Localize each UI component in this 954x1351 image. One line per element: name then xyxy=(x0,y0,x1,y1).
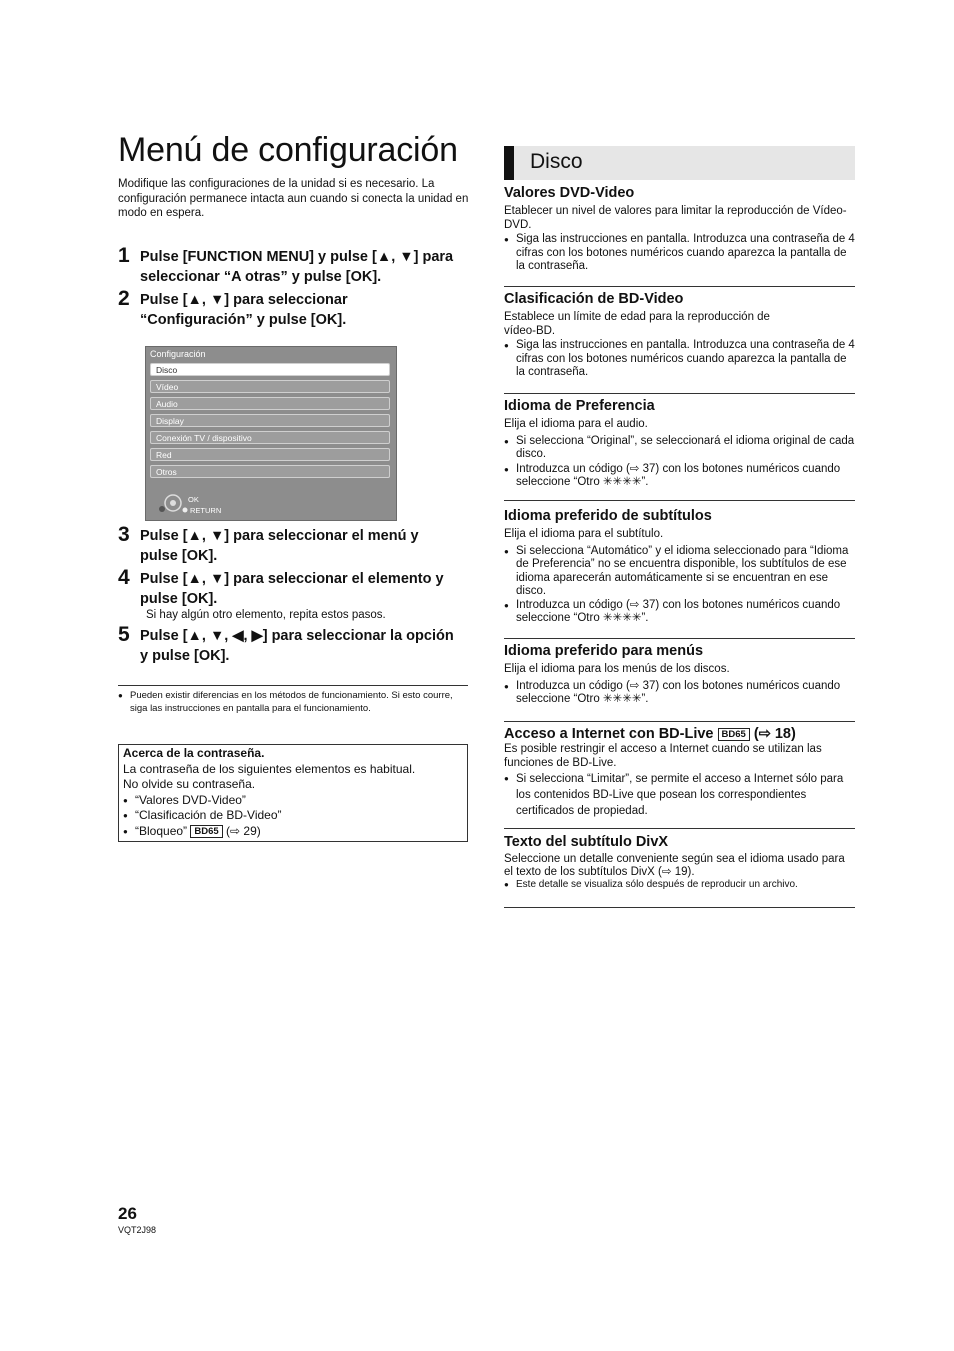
note xyxy=(118,690,463,715)
bullet: ● Introduzca un código (⇨ 37) con los botones numéricos cuando seleccione “Otro ✳✳✳✳”. xyxy=(504,463,855,490)
doc-code: VQT2J98 xyxy=(118,1225,157,1235)
step-subtext: Si hay algún otro elemento, repita estos pasos. xyxy=(146,609,386,621)
menu-title: Configuración xyxy=(150,349,206,359)
menu-item-red: Red xyxy=(150,448,390,461)
password-info-box xyxy=(118,744,468,842)
bd65-badge: BD65 xyxy=(190,825,222,838)
bd65-badge: BD65 xyxy=(718,728,750,741)
page-number: 26 xyxy=(118,1204,137,1223)
section-heading-row xyxy=(504,725,855,743)
step-1 xyxy=(118,244,473,288)
section-heading: Clasificación de BD-Video xyxy=(504,291,684,307)
section-text: Etablecer un nivel de valores para limitar la reproducción de Vídeo-DVD. xyxy=(504,205,847,231)
box-item xyxy=(123,824,463,840)
divider xyxy=(504,393,855,394)
ok-label: OK xyxy=(188,495,199,504)
step-number: 2 xyxy=(118,287,130,310)
bullet: ● Siga las instrucciones en pantalla. Introduzca una contraseña de 4 cifras con los botones numéricos cuando aparezca la pantalla de la contraseña. xyxy=(504,339,855,380)
menu-item-audio: Audio xyxy=(150,397,390,410)
step-2 xyxy=(118,287,473,331)
step-text: Pulse [FUNCTION MENU] y pulse [▲, ▼] para seleccionar “A otras” y pulse [OK]. xyxy=(140,249,454,285)
page-ref: (⇨ 18) xyxy=(753,726,796,742)
section-heading: Acceso a Internet con BD-Live xyxy=(504,726,714,742)
section-heading: Valores DVD-Video xyxy=(504,185,635,201)
section-text: Establece un límite de edad para la reproducción de vídeo-BD. xyxy=(504,311,770,337)
divider xyxy=(504,828,855,829)
section-text: Seleccione un detalle conveniente según sea el idioma usado para el texto de los subtítulos DivX (⇨ 19). xyxy=(504,853,845,878)
box-item: ● “Valores DVD-Video” xyxy=(123,793,463,809)
section-heading: Idioma de Preferencia xyxy=(504,398,655,414)
section-text: Elija el idioma para los menús de los discos. xyxy=(504,663,730,675)
divider xyxy=(504,721,855,722)
bullet: ● Siga las instrucciones en pantalla. Introduzca una contraseña de 4 cifras con los botones numéricos cuando aparezca la pantalla de la contraseña. xyxy=(504,233,855,274)
section-heading: Idioma preferido de subtítulos xyxy=(504,508,712,524)
section-text: Elija el idioma para el audio. xyxy=(504,418,648,430)
menu-item-video: Vídeo xyxy=(150,380,390,393)
section-title: Disco xyxy=(530,150,583,173)
bullet: ● Si selecciona “Limitar”, se permite el acceso a Internet sólo para los contenidos BD-Live que posean los correspondientes certificados de propiedad. xyxy=(504,771,855,819)
step-text: Pulse [▲, ▼] para seleccionar el elemento y pulse [OK]. xyxy=(140,571,444,607)
intro-text: Modifique las configuraciones de la unidad si es necesario. La configuración permanece intacta aun cuando si conecta la unidad en modo en espera. xyxy=(118,178,469,219)
step-4 xyxy=(118,566,473,625)
box-title: Acerca de la contraseña. xyxy=(123,746,265,760)
section-bd-live xyxy=(504,725,855,819)
divider xyxy=(504,500,855,501)
box-item-text: “Bloqueo” xyxy=(135,823,188,838)
step-text: Pulse [▲, ▼, ◀, ▶] para seleccionar la opción y pulse [OK]. xyxy=(140,628,454,664)
remote-dpad-icon xyxy=(156,493,188,515)
step-number: 4 xyxy=(118,566,130,589)
bullet: ● Si selecciona “Automático” y el idioma seleccionado para “Idioma de Preferencia” no se encuentra disponible, los subtítulos de ese idioma aparecerán automáticamente si se encuentran en ese disco. xyxy=(504,545,855,599)
step-5 xyxy=(118,623,473,667)
menu-item-disco: Disco xyxy=(150,363,390,376)
section-header-disco xyxy=(504,146,855,180)
step-number: 5 xyxy=(118,623,130,646)
section-clasificacion-bd xyxy=(504,290,855,380)
step-3 xyxy=(118,523,473,567)
box-line: No olvide su contraseña. xyxy=(123,777,256,791)
bullet: ● Este detalle se visualiza sólo después de reproducir un archivo. xyxy=(504,879,855,891)
step-text: Pulse [▲, ▼] para seleccionar el menú y pulse [OK]. xyxy=(140,528,419,564)
note-text: ● Pueden existir diferencias en los métodos de funcionamiento. Si esto courre, siga las instrucciones en pantalla para el funcionamiento. xyxy=(118,690,463,715)
page-title: Menú de configuración xyxy=(118,131,458,169)
return-label: RETURN xyxy=(190,506,222,515)
divider xyxy=(504,907,855,908)
menu-item-display: Display xyxy=(150,414,390,427)
section-heading: Idioma preferido para menús xyxy=(504,643,704,659)
bullet: ● Introduzca un código (⇨ 37) con los botones numéricos cuando seleccione “Otro ✳✳✳✳”. xyxy=(504,599,855,626)
settings-menu-screenshot xyxy=(145,346,397,521)
section-idioma-preferencia xyxy=(504,397,855,490)
box-item: ● “Clasificación de BD-Video” xyxy=(123,808,463,824)
section-idioma-subtitulos xyxy=(504,507,855,626)
header-bar xyxy=(504,146,514,180)
menu-item-otros: Otros xyxy=(150,465,390,478)
section-valores-dvd xyxy=(504,184,855,274)
step-text: Pulse [▲, ▼] para seleccionar “Configuración” y pulse [OK]. xyxy=(140,292,348,328)
bullet: ● Introduzca un código (⇨ 37) con los botones numéricos cuando seleccione “Otro ✳✳✳✳”. xyxy=(504,680,855,707)
page-ref: (⇨ 29) xyxy=(226,823,261,838)
menu-item-conexion: Conexión TV / dispositivo xyxy=(150,431,390,444)
divider xyxy=(118,685,468,686)
section-divx xyxy=(504,833,855,891)
section-text: Es posible restringir el acceso a Internet cuando se utilizan las funciones de BD-Live. xyxy=(504,743,822,769)
section-idioma-menus xyxy=(504,642,855,707)
box-line: La contraseña de los siguientes elementos es habitual. xyxy=(123,761,416,776)
divider xyxy=(504,286,855,287)
bullet: ● Si selecciona “Original”, se seleccionará el idioma original de cada disco. xyxy=(504,435,855,462)
section-text: Elija el idioma para el subtítulo. xyxy=(504,528,664,540)
step-number: 1 xyxy=(118,244,130,267)
step-number: 3 xyxy=(118,523,130,546)
section-heading: Texto del subtítulo DivX xyxy=(504,834,669,850)
divider xyxy=(504,638,855,639)
